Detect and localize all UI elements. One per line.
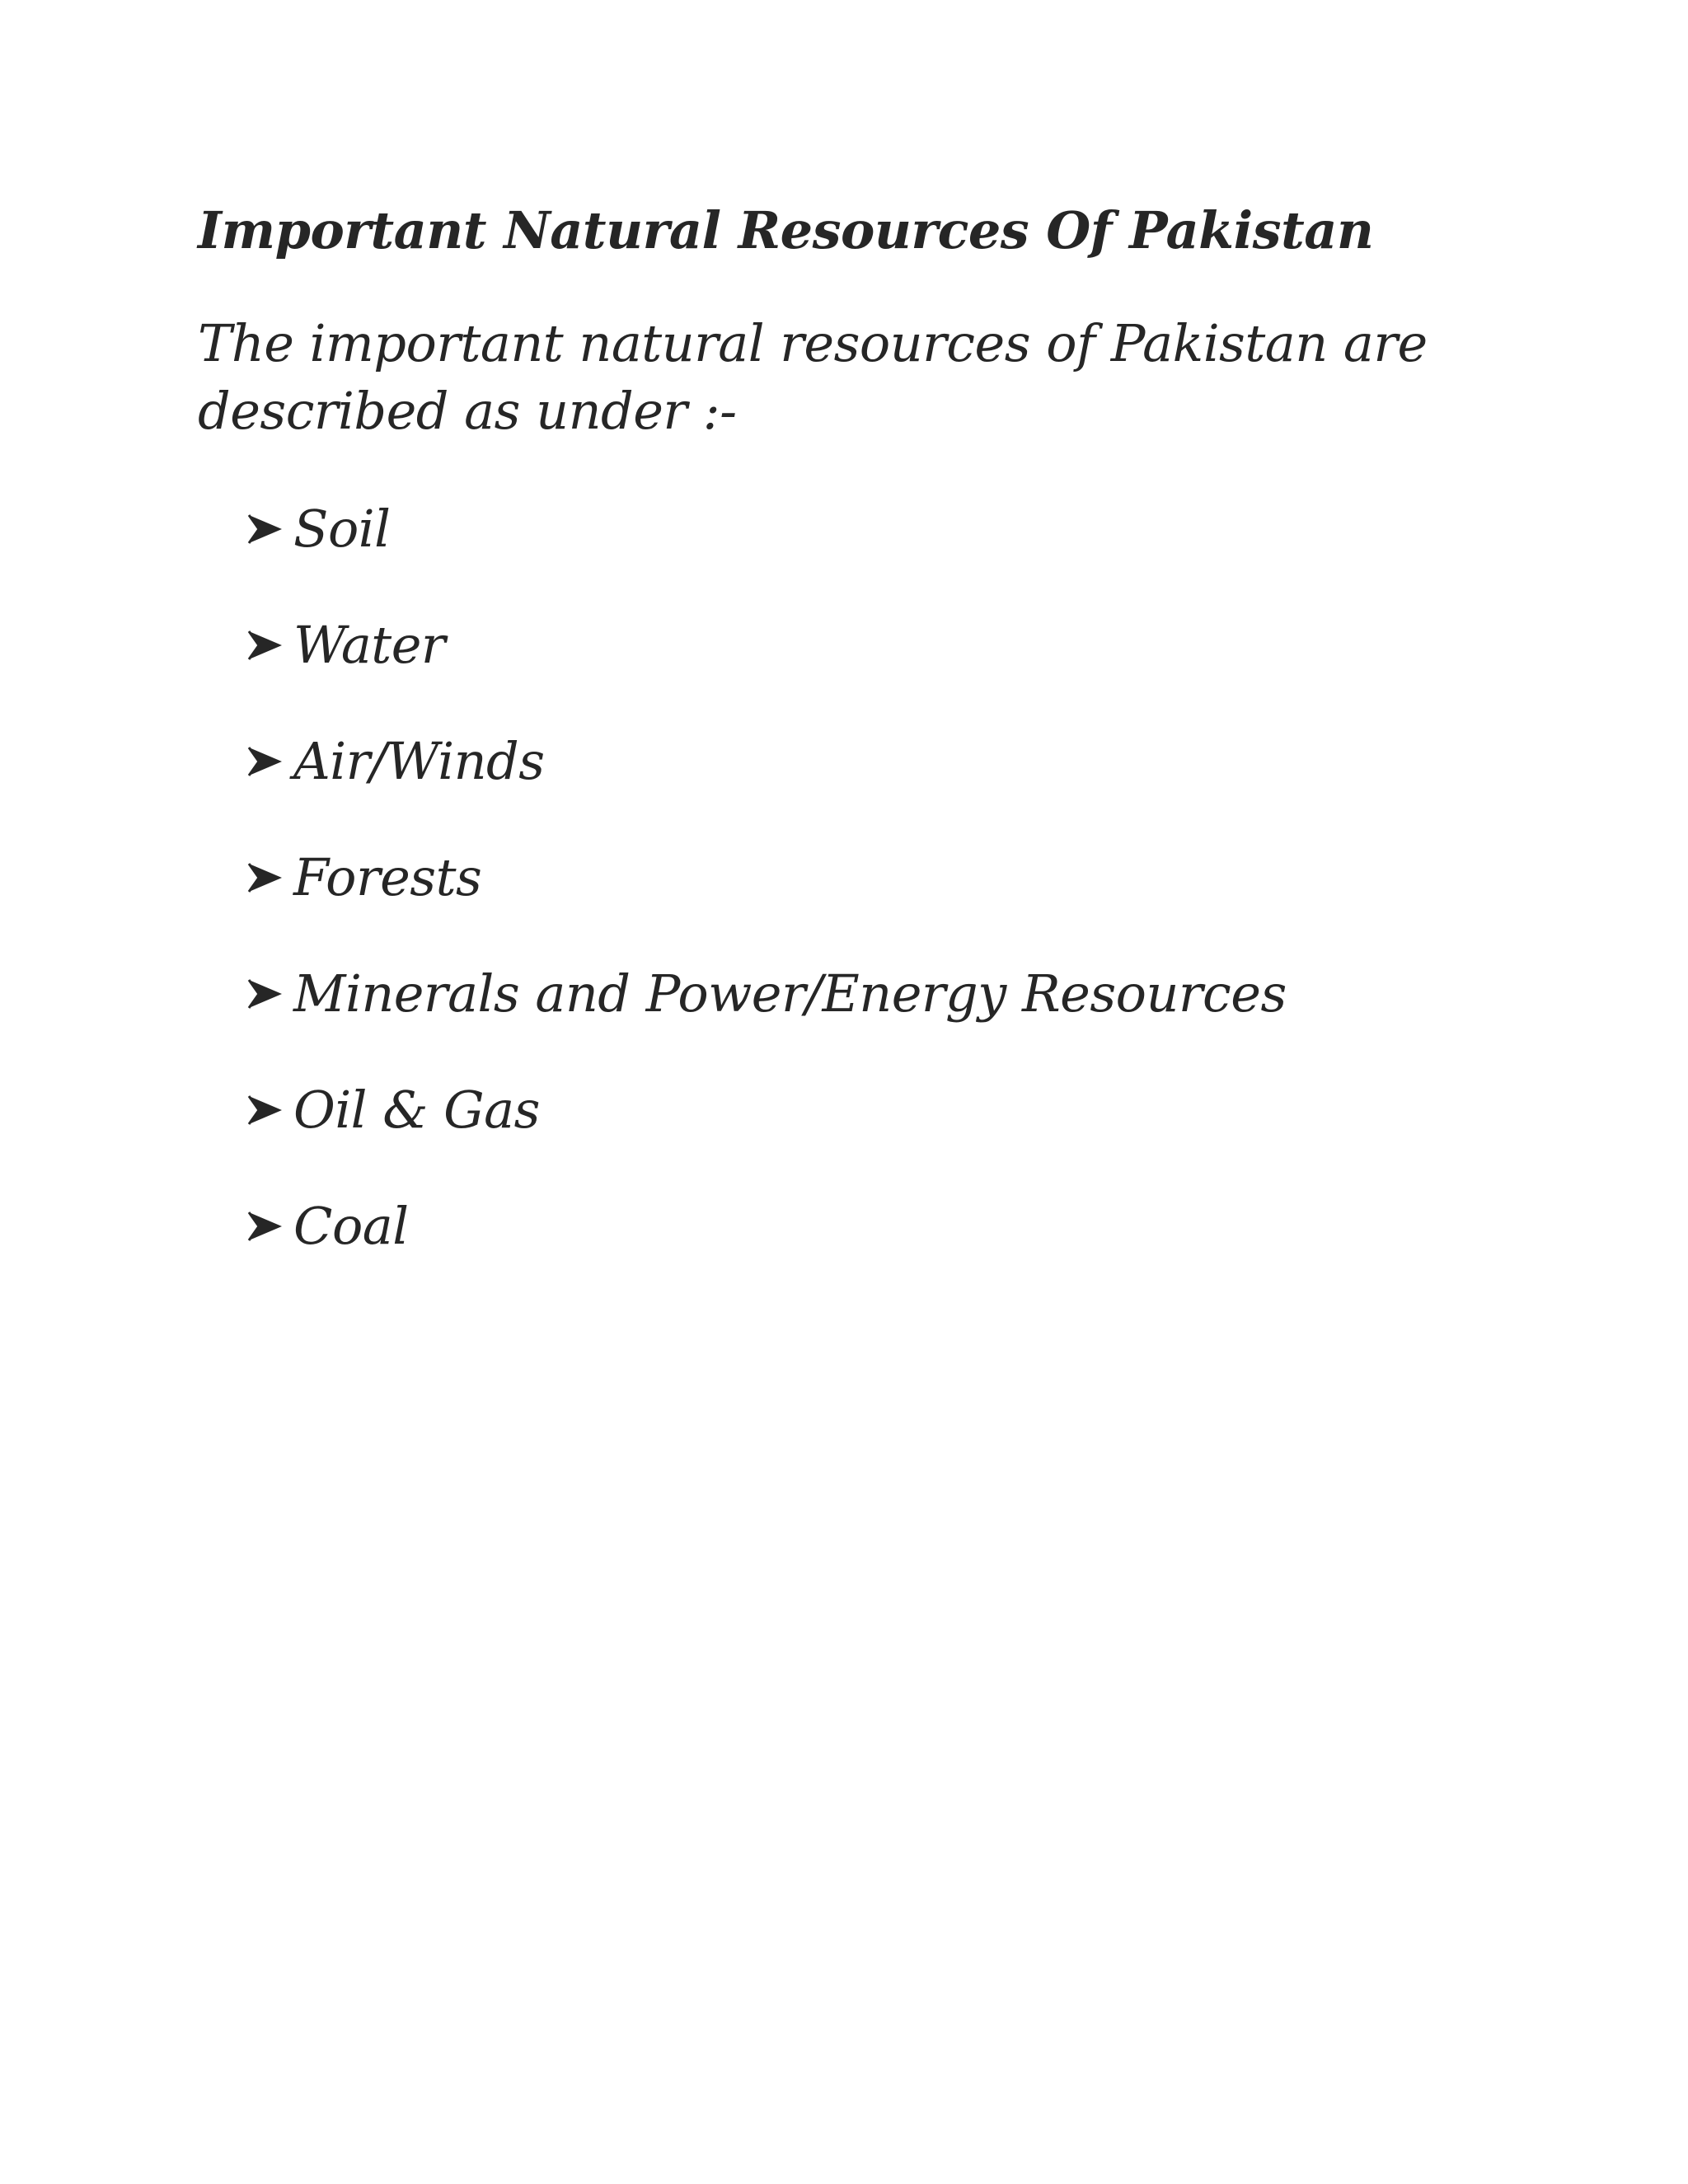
- arrowhead-bullet-icon: [247, 493, 293, 565]
- list-item-label: Minerals and Power/Energy Resources: [293, 963, 1287, 1024]
- list-item-label: Oil & Gas: [293, 1080, 540, 1140]
- list-item-label: Forests: [293, 847, 482, 907]
- list-item: [247, 609, 1287, 682]
- arrowhead-bullet-icon: [247, 609, 293, 682]
- list-item-label: Soil: [293, 499, 391, 559]
- list-item: [247, 841, 1287, 914]
- arrowhead-bullet-icon: [247, 958, 293, 1030]
- list-item-label: Coal: [293, 1196, 409, 1256]
- list-item-label: Water: [293, 615, 446, 675]
- page-title: Important Natural Resources Of Pakistan: [198, 200, 1374, 260]
- arrowhead-bullet-icon: [247, 1074, 293, 1146]
- list-item: [247, 958, 1287, 1030]
- intro-paragraph: The important natural resources of Pakistan are described as under :-: [198, 313, 1428, 441]
- list-item: [247, 1190, 1287, 1263]
- arrowhead-bullet-icon: [247, 1190, 293, 1263]
- list-item-label: Air/Winds: [293, 731, 545, 791]
- list-item: [247, 493, 1287, 565]
- arrowhead-bullet-icon: [247, 841, 293, 914]
- arrowhead-bullet-icon: [247, 725, 293, 798]
- resources-list: [247, 493, 1287, 1306]
- list-item: [247, 725, 1287, 798]
- list-item: [247, 1074, 1287, 1146]
